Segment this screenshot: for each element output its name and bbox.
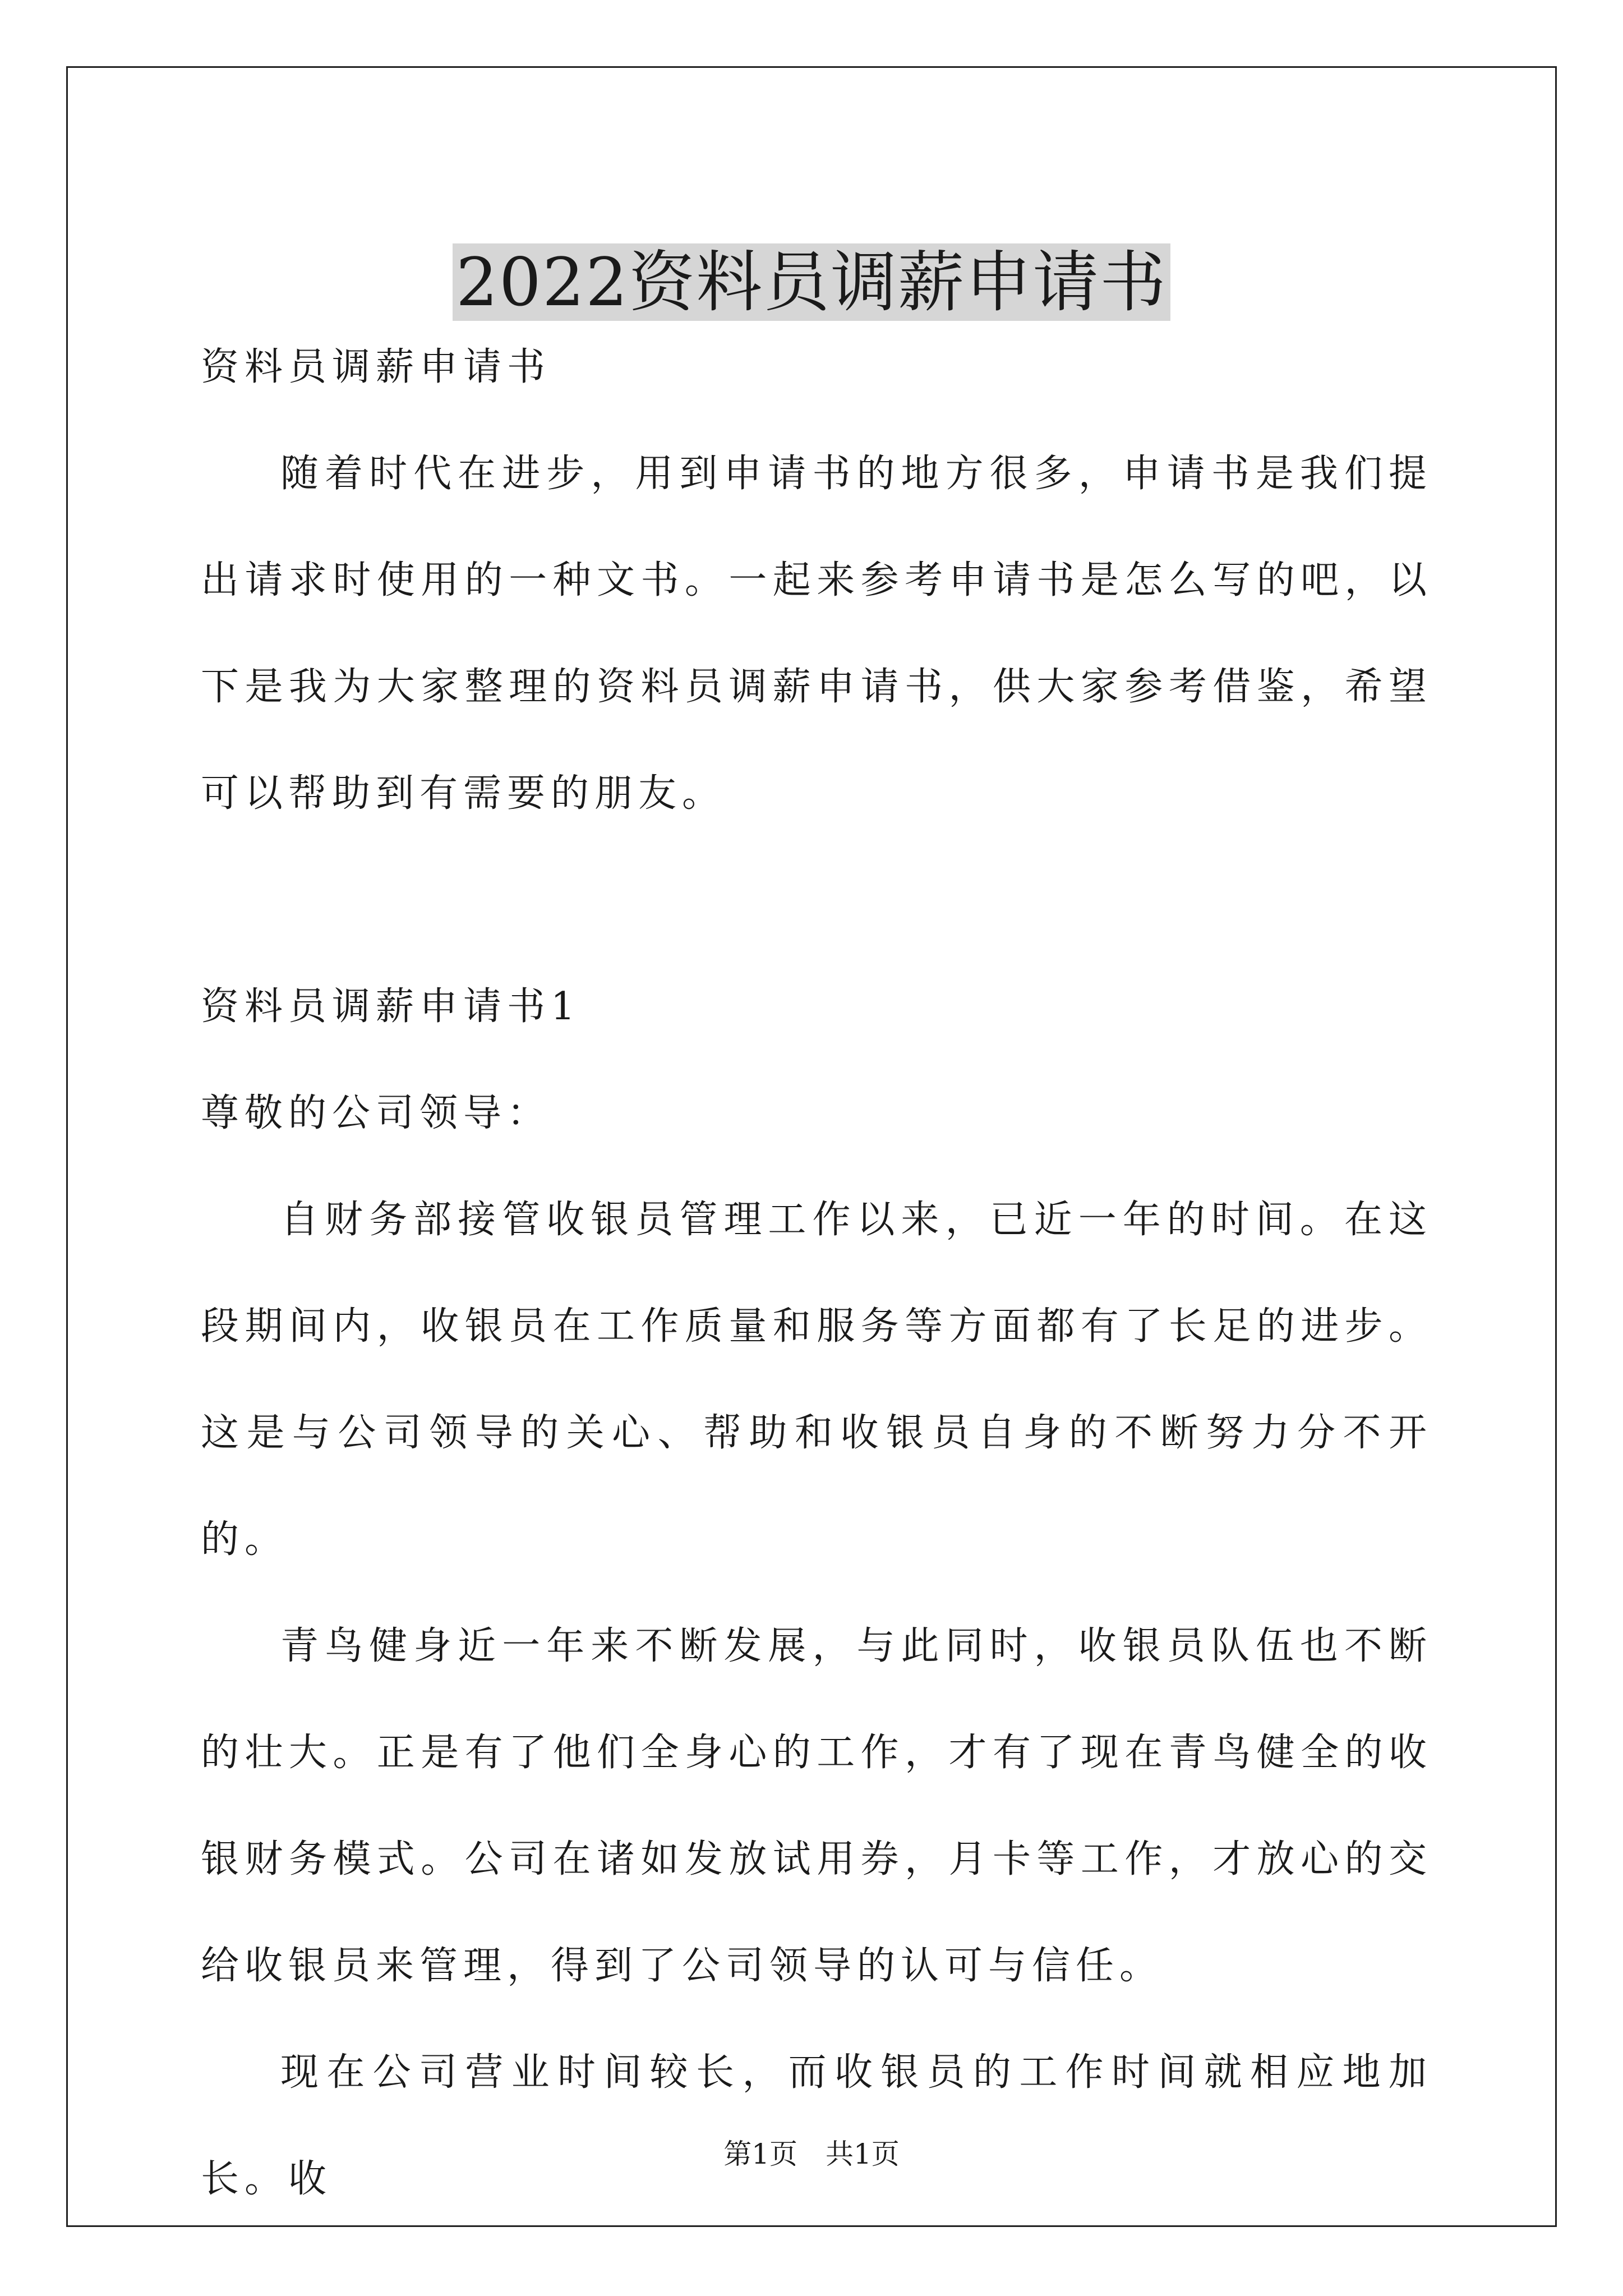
subtitle: 资料员调薪申请书: [201, 345, 551, 389]
document-title: 2022资料员调薪申请书: [453, 243, 1170, 321]
paragraph-gap: [201, 847, 1432, 954]
page-footer: 第1页 共1页: [723, 2138, 900, 2170]
section-title: 资料员调薪申请书1: [201, 984, 581, 1029]
body-paragraph-1: 自财务部接管收银员管理工作以来，已近一年的时间。在这段期间内，收银员在工作质量和服务等方面都有了长足的进步。这是与公司领导的关心、帮助和收银员自身的不断努力分不开的。: [201, 1198, 1432, 1562]
document-body: [201, 314, 1432, 2233]
body-paragraph-3: 现在公司营业时间较长，而收银员的工作时间就相应地加长。收: [201, 2050, 1432, 2201]
salutation: 尊敬的公司领导：: [201, 1091, 551, 1135]
intro-paragraph: 随着时代在进步，用到申请书的地方很多，申请书是我们提出请求时使用的一种文书。一起来参考申请书是怎么写的吧，以下是我为大家整理的资料员调薪申请书，供大家参考借鉴，希望可以帮助到有需要的朋友。: [201, 452, 1432, 816]
body-paragraph-2: 青鸟健身近一年来不断发展，与此同时，收银员队伍也不断的壮大。正是有了他们全身心的工作，才有了现在青鸟健全的收银财务模式。公司在诸如发放试用券，月卡等工作，才放心的交给收银员来管理，得到了公司领导的认可与信任。: [201, 1624, 1432, 1988]
